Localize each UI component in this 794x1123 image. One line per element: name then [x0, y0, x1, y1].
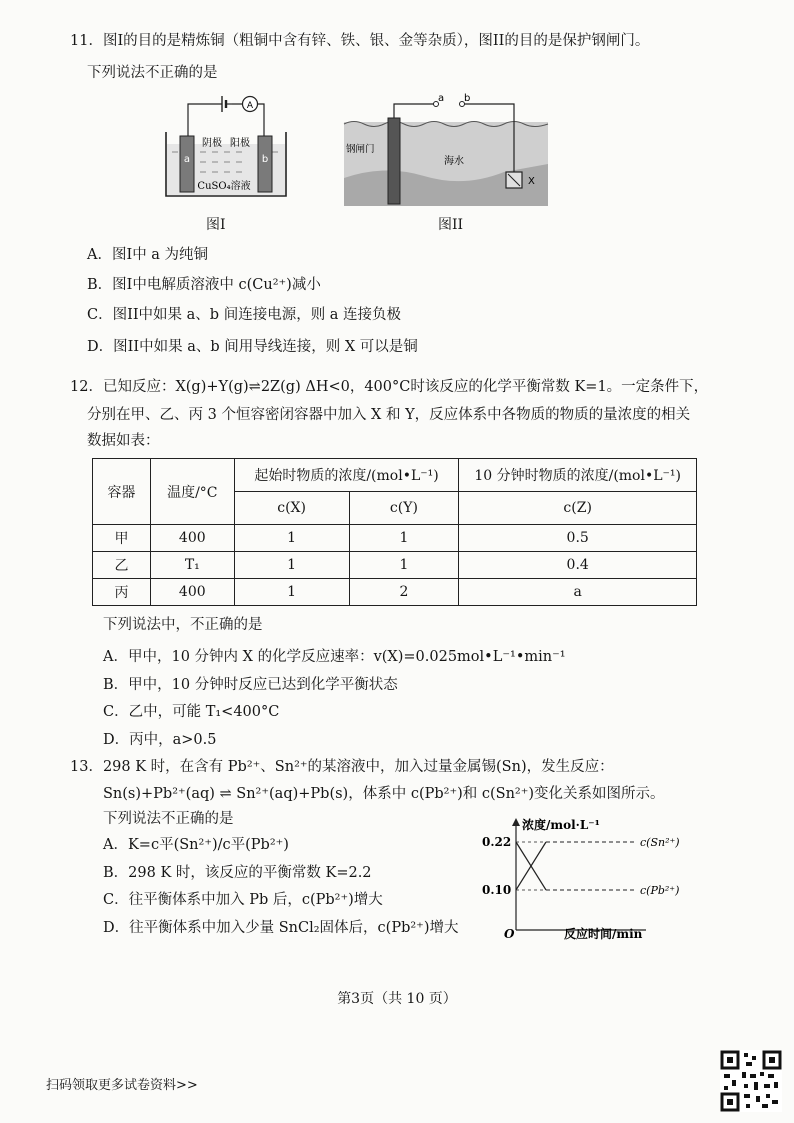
table-cell: 1 [349, 525, 459, 552]
chart-series-label: c(Pb²⁺) [640, 884, 680, 897]
table-cell: 1 [234, 552, 349, 579]
q12-stem-line2: 分别在甲、乙、丙 3 个恒容密闭容器中加入 X 和 Y，反应体系中各物质的物质的量浓度的相关 [87, 407, 691, 423]
q13-concentration-chart [478, 812, 680, 942]
table-cell: 400 [150, 525, 234, 552]
chart-y-label: 浓度/mol·L⁻¹ [522, 818, 600, 832]
figure-1-electrolysis-cell [160, 92, 290, 204]
qr-code-icon [720, 1050, 782, 1112]
figure-2-caption: 图II [438, 217, 464, 233]
q13-option-c: C．往平衡体系中加入 Pb 后，c(Pb²⁺)增大 [103, 892, 383, 908]
q12-option-d: D．丙中，a>0.5 [103, 732, 217, 748]
fig2-label-water: 海水 [444, 156, 464, 167]
q12-option-b: B．甲中，10 分钟时反应已达到化学平衡状态 [103, 677, 398, 693]
chart-series-label: c(Sn²⁺) [640, 836, 680, 849]
figure-1-caption: 图I [206, 217, 226, 233]
q13-ask: 下列说法不正确的是 [103, 811, 234, 827]
fig1-label-cathode: 阴极 [202, 138, 222, 149]
q11-option-b: B．图I中电解质溶液中 c(Cu²⁺)减小 [87, 277, 321, 293]
table-cell: 1 [234, 579, 349, 606]
chart-y-arrow-icon [512, 818, 520, 826]
table-cell: 0.4 [459, 552, 697, 579]
q12-stem-line3: 数据如表： [87, 433, 160, 449]
chart-y-tick-label: 0.22 [482, 835, 512, 849]
table-subheader-cx: c(X) [234, 492, 349, 525]
table-cell: 0.5 [459, 525, 697, 552]
chart-x-label: 反应时间/min [564, 927, 643, 941]
q12-option-a: A．甲中，10 分钟内 X 的化学反应速率：v(X)=0.025mol•L⁻¹•min⁻¹ [103, 649, 566, 665]
table-header-container: 容器 [93, 459, 151, 525]
fig1-label-a: a [183, 154, 191, 165]
q11-option-d: D．图II中如果 a、b 间用导线连接，则 X 可以是铜 [87, 339, 418, 355]
table-row [93, 525, 697, 552]
fig2-label-gate: 钢闸门 [346, 144, 375, 155]
fig2-label-a: a [438, 93, 445, 104]
table-cell: 乙 [93, 552, 151, 579]
table-cell: 甲 [93, 525, 151, 552]
table-header-temperature: 温度/°C [150, 459, 234, 525]
q12-data-table [92, 458, 697, 606]
q11-stem: 11．图I的目的是精炼铜（粗铜中含有锌、铁、银、金等杂质），图II的目的是保护钢闸门。 [70, 33, 650, 49]
fig1-label-b: b [261, 154, 269, 165]
ammeter-label: A [246, 101, 254, 111]
q13-option-a: A．K=c平(Sn²⁺)/c平(Pb²⁺) [103, 837, 289, 853]
table-cell: 丙 [93, 579, 151, 606]
q13-option-d: D．往平衡体系中加入少量 SnCl₂固体后，c(Pb²⁺)增大 [103, 920, 459, 936]
fig1-label-anode: 阳极 [230, 138, 250, 149]
chart-y-tick-label: 0.10 [482, 883, 512, 897]
q13-stem-line1: 13．298 K 时，在含有 Pb²⁺、Sn²⁺的某溶液中，加入过量金属锡(Sn)，发生反应： [70, 759, 614, 775]
table-cell: 1 [349, 552, 459, 579]
table-subheader-cy: c(Y) [349, 492, 459, 525]
table-cell: 400 [150, 579, 234, 606]
table-header-initial: 起始时物质的浓度/(mol•L⁻¹) [234, 459, 459, 492]
q11-ask: 下列说法不正确的是 [87, 65, 218, 81]
footer-promo-text: 扫码领取更多试卷资料>> [46, 1078, 198, 1093]
table-header-10min: 10 分钟时物质的浓度/(mol•L⁻¹) [459, 459, 697, 492]
table-cell: 2 [349, 579, 459, 606]
q13-option-b: B．298 K 时，该反应的平衡常数 K=2.2 [103, 865, 372, 881]
q11-option-a: A．图I中 a 为纯铜 [87, 247, 209, 263]
figure-2-gate-protection [344, 94, 548, 206]
chart-origin-label: O [504, 927, 515, 941]
page-number: 第3页（共 10 页） [337, 991, 457, 1007]
q12-ask: 下列说法中，不正确的是 [103, 617, 263, 633]
table-row [93, 579, 697, 606]
table-subheader-cz: c(Z) [459, 492, 697, 525]
fig1-label-solution: CuSO₄溶液 [197, 181, 251, 192]
table-row [93, 552, 697, 579]
table-cell: T₁ [150, 552, 234, 579]
q12-option-c: C．乙中，可能 T₁<400°C [103, 704, 280, 720]
table-cell: 1 [234, 525, 349, 552]
q12-stem-line1: 12．已知反应：X(g)+Y(g)⇌2Z(g) ΔH<0，400°C时该反应的化学平衡常数 K=1。一定条件下， [70, 379, 709, 395]
q13-stem-line2: Sn(s)+Pb²⁺(aq) ⇌ Sn²⁺(aq)+Pb(s)，体系中 c(Pb²⁺)和 c(Sn²⁺)变化关系如图所示。 [103, 786, 665, 802]
table-cell: a [459, 579, 697, 606]
q11-option-c: C．图II中如果 a、b 间连接电源，则 a 连接负极 [87, 307, 402, 323]
fig2-label-x: X [528, 176, 535, 187]
fig2-label-b: b [464, 93, 471, 104]
